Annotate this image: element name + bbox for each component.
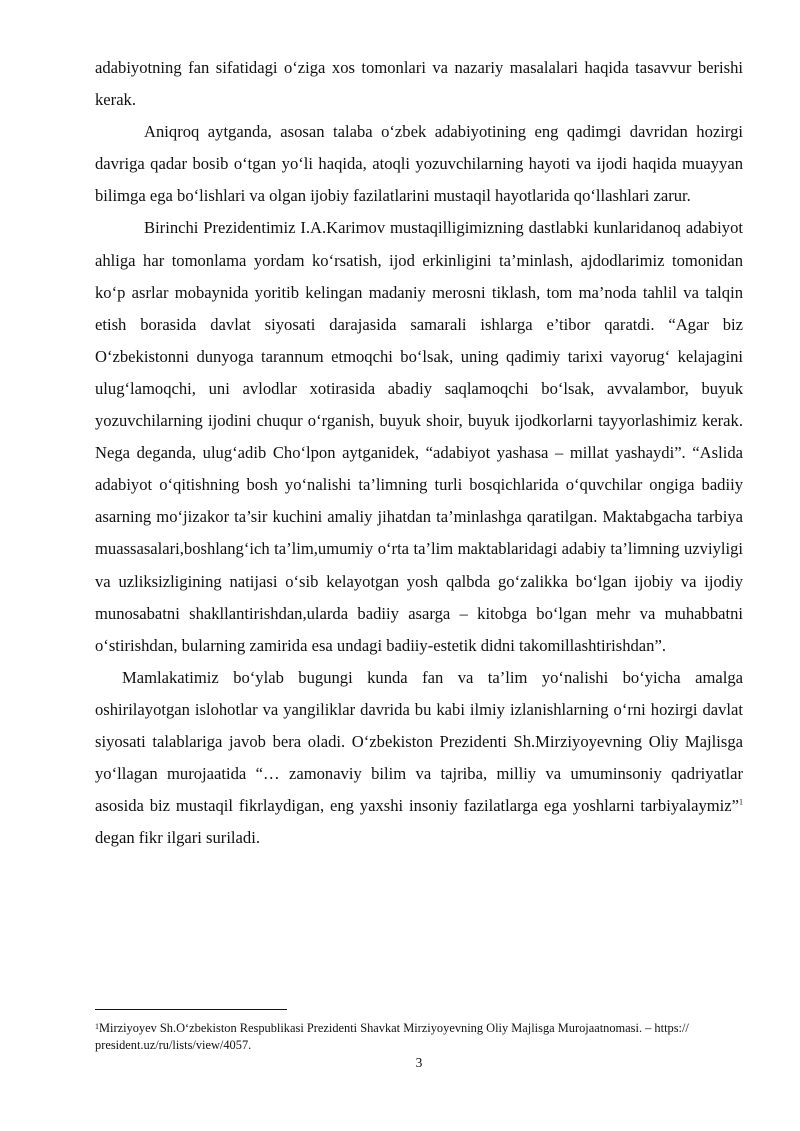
paragraph-mamlakatimiz <box>95 662 743 855</box>
paragraph-mamlakatimiz-text: Mamlakatimiz bo‘ylab bugungi kunda fan va ta’lim yo‘nalishi bo‘yicha amalga oshirilayotgan islohotlar va yangiliklar davrida bu kabi ilmiy izlanishlarning o‘rni hozirgi davlat siyosati talablariga javob bera oladi. O‘zbekiston Prezidenti Sh.Mirziyoyevning Oliy Majlisga yo‘llagan murojaatida “… zamonaviy bilim va tajriba, milliy va umuminsoniy qadriyatlar asosida biz mustaqil fikrlaydigan, eng yaxshi insoniy fazilatlarga ega yoshlarni tarbiyalaymiz” <box>95 667 743 816</box>
document-body <box>95 52 743 854</box>
paragraph-aniqroq: Aniqroq aytganda, asosan talaba o‘zbek adabiyotining eng qadimgi davridan hozirgi davriga qadar bosib o‘tgan yo‘li haqida, atoqli yozuvchilarning hayoti va ijodi haqida muayyan bilimga ega bo‘lishlari va olgan ijobiy fazilatlarini mustaqil hayotlarida qo‘llashlari zarur. <box>95 122 743 206</box>
paragraph-continuation: adabiyotning fan sifatidagi o‘ziga xos tomonlari va nazariy masalalari haqida tasavvur berishi kerak. <box>95 58 743 110</box>
footnote-reference[interactable]: 1 <box>739 797 743 807</box>
footnote-marker: 1 <box>95 1022 99 1031</box>
footnote-text: Mirziyoyev Sh.O‘zbekiston Respublikasi Prezidenti Shavkat Mirziyoyevning Oliy Majlisga Murojaatnomasi. – https:// president.uz/ru/lists/view/4057. <box>95 1021 689 1052</box>
paragraph-mamlakatimiz-tail: degan fikr ilgari suriladi. <box>95 828 260 848</box>
page-number: 3 <box>415 1055 423 1070</box>
footnote-separator <box>95 1009 287 1010</box>
paragraph-birinchi-prezident: Birinchi Prezidentimiz I.A.Karimov mustaqilligimizning dastlabki kunlaridanoq adabiyot ahliga har tomonlama yordam ko‘rsatish, ijod erkinligini ta’minlash, ajdodlarimiz tomonidan ko‘p asrlar mobaynida yoritib kelingan madaniy merosni tiklash, tom ma’noda tahlil va talqin etish borasida davlat siyosati darajasida samarali ishlarga e’tibor qaratdi. “Agar biz O‘zbekistonni dunyoga tarannum etmoqchi bo‘lsak, uning qadimiy tarixi vayorug‘ kelajagini ulug‘lamoqchi, uni avlodlar xotirasida abadiy saqlamoqchi bo‘lsak, avvalambor, buyuk yozuvchilarning ijodini chuqur o‘rganish, buyuk shoir, buyuk ijodkorlarni tayyorlashimiz kerak. Nega deganda, ulug‘adib Cho‘lpon aytganidek, “adabiyot yashasa – millat yashaydi”. “Aslida adabiyot o‘qitishning bosh yo‘nalishi ta’limning turli bosqichlarida o‘quvchilar ongiga badiiy asarning mo‘jizakor ta’sir kuchini amaliy jihatdan ta’minlashga qaratilgan. Maktabgacha tarbiya muassasalari,boshlang‘ich ta’lim,umumiy o‘rta ta’lim maktablaridagi adabiy ta’limning uzviyligi va uzliksizligining natijasi o‘sib kelayotgan yosh qalbda go‘zalikka bo‘lgan ijobiy va ijodiy munosabatni shakllantirishdan,ularda badiiy asarga – kitobga bo‘lgan mehr va muhabbatni o‘stirishdan, bularning zamirida esa undagi badiiy-estetik didni takomillashtirishdan”. <box>95 218 743 655</box>
footnote <box>95 1018 743 1054</box>
